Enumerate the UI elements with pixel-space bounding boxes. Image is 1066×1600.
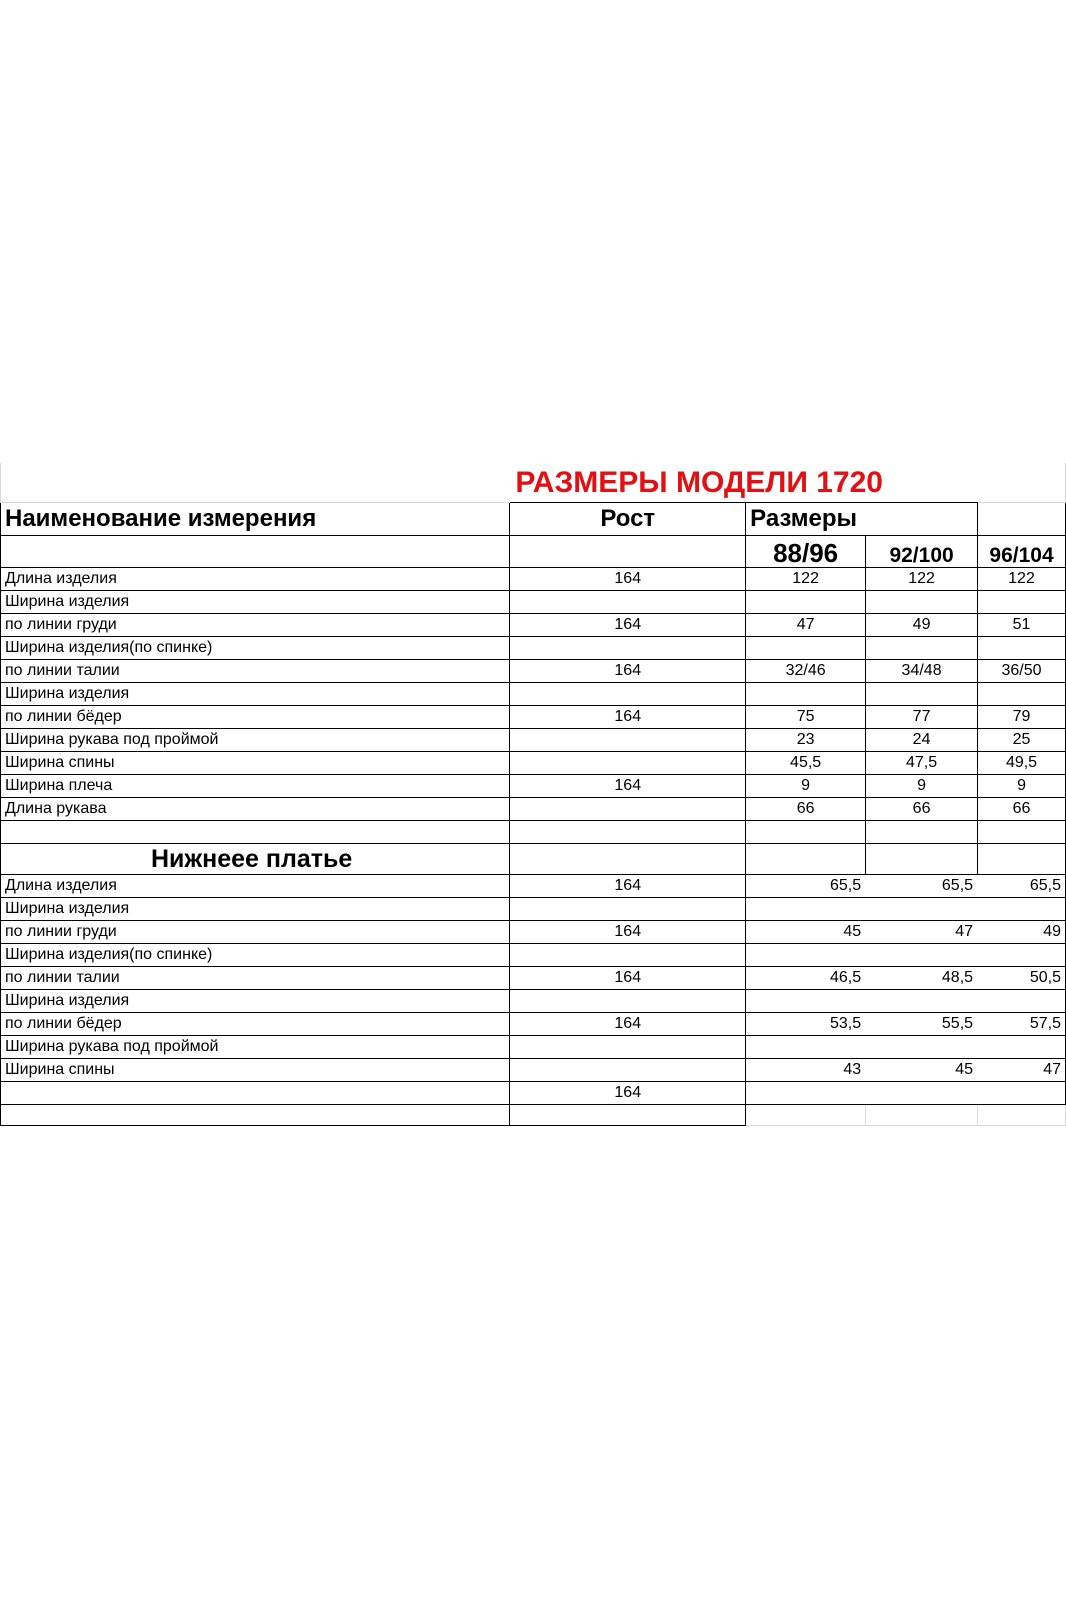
value-96-104 xyxy=(978,944,1066,967)
table-row xyxy=(1,729,1066,752)
height-value: 164 xyxy=(510,775,746,798)
value-88-96: 66 xyxy=(746,798,866,821)
empty-cell xyxy=(1,821,510,844)
height-value xyxy=(510,798,746,821)
title-row xyxy=(1,463,1066,503)
empty-cell xyxy=(746,844,866,875)
empty-cell xyxy=(1,1105,510,1126)
title-blank xyxy=(1,463,510,503)
height-value xyxy=(510,729,746,752)
height-value: 164 xyxy=(510,706,746,729)
value-92-100: 66 xyxy=(866,798,978,821)
measure-label: по линии талии xyxy=(1,660,510,683)
table-row xyxy=(1,683,1066,706)
value-92-100: 48,5 xyxy=(866,967,978,990)
value-96-104: 122 xyxy=(978,568,1066,591)
size-table xyxy=(0,463,1066,1126)
value-88-96: 32/46 xyxy=(746,660,866,683)
value-96-104: 25 xyxy=(978,729,1066,752)
value-96-104: 65,5 xyxy=(978,875,1066,898)
measure-label: Ширина изделия xyxy=(1,898,510,921)
table-row xyxy=(1,990,1066,1013)
value-96-104 xyxy=(978,683,1066,706)
value-96-104: 36/50 xyxy=(978,660,1066,683)
value-96-104 xyxy=(978,898,1066,921)
value-96-104 xyxy=(978,990,1066,1013)
value-88-96 xyxy=(746,637,866,660)
height-value: 164 xyxy=(510,1013,746,1036)
empty-cell xyxy=(978,821,1066,844)
size-96-104: 96/104 xyxy=(978,536,1066,568)
value-88-96: 122 xyxy=(746,568,866,591)
value-88-96 xyxy=(746,990,866,1013)
measure-label xyxy=(1,1082,510,1105)
value-88-96: 75 xyxy=(746,706,866,729)
section-row xyxy=(1,844,1066,875)
table-row xyxy=(1,706,1066,729)
value-92-100: 34/48 xyxy=(866,660,978,683)
height-value: 164 xyxy=(510,967,746,990)
value-88-96: 23 xyxy=(746,729,866,752)
value-96-104: 66 xyxy=(978,798,1066,821)
value-92-100 xyxy=(866,591,978,614)
value-96-104 xyxy=(978,1082,1066,1105)
value-96-104: 49,5 xyxy=(978,752,1066,775)
size-88-96: 88/96 xyxy=(746,536,866,568)
empty-cell xyxy=(510,821,746,844)
value-92-100 xyxy=(866,683,978,706)
value-96-104 xyxy=(978,1036,1066,1059)
table-row xyxy=(1,591,1066,614)
table-row xyxy=(1,614,1066,637)
value-88-96 xyxy=(746,1036,866,1059)
value-96-104: 79 xyxy=(978,706,1066,729)
measure-label: Длина изделия xyxy=(1,568,510,591)
height-value: 164 xyxy=(510,614,746,637)
height-value: 164 xyxy=(510,875,746,898)
header-sizes: Размеры xyxy=(746,503,866,536)
value-92-100 xyxy=(866,990,978,1013)
value-88-96: 9 xyxy=(746,775,866,798)
value-88-96 xyxy=(746,591,866,614)
table-row xyxy=(1,775,1066,798)
height-value: 164 xyxy=(510,568,746,591)
spacer-row xyxy=(1,821,1066,844)
value-88-96: 65,5 xyxy=(746,875,866,898)
header-row-1 xyxy=(1,503,1066,536)
value-96-104: 49 xyxy=(978,921,1066,944)
value-92-100: 45 xyxy=(866,1059,978,1082)
value-96-104: 47 xyxy=(978,1059,1066,1082)
measure-label: Ширина изделия xyxy=(1,591,510,614)
value-92-100: 47 xyxy=(866,921,978,944)
measure-label: по линии груди xyxy=(1,614,510,637)
value-92-100 xyxy=(866,1082,978,1105)
size-table-sheet xyxy=(0,463,1066,1126)
value-88-96: 45 xyxy=(746,921,866,944)
measure-label: Длина изделия xyxy=(1,875,510,898)
height-value xyxy=(510,944,746,967)
table-row xyxy=(1,568,1066,591)
value-96-104: 57,5 xyxy=(978,1013,1066,1036)
measure-label: Ширина изделия(по спинке) xyxy=(1,944,510,967)
height-value: 164 xyxy=(510,921,746,944)
header-height: Рост xyxy=(510,503,746,536)
value-88-96: 47 xyxy=(746,614,866,637)
table-row xyxy=(1,898,1066,921)
measure-label: по линии бёдер xyxy=(1,706,510,729)
measure-label: Ширина изделия(по спинке) xyxy=(1,637,510,660)
height-value: 164 xyxy=(510,1082,746,1105)
empty-cell xyxy=(510,1105,746,1126)
value-92-100 xyxy=(866,637,978,660)
table-row xyxy=(1,660,1066,683)
section-title: Нижнеее платье xyxy=(1,844,510,875)
title-blank-right xyxy=(978,463,1066,503)
value-88-96: 45,5 xyxy=(746,752,866,775)
table-row xyxy=(1,875,1066,898)
empty-cell xyxy=(746,1105,866,1126)
value-88-96: 46,5 xyxy=(746,967,866,990)
value-96-104: 51 xyxy=(978,614,1066,637)
empty-cell xyxy=(866,821,978,844)
value-96-104 xyxy=(978,591,1066,614)
table-row xyxy=(1,967,1066,990)
value-92-100: 77 xyxy=(866,706,978,729)
measure-label: по линии бёдер xyxy=(1,1013,510,1036)
value-88-96: 53,5 xyxy=(746,1013,866,1036)
header-name: Наименование измерения xyxy=(1,503,510,536)
value-88-96 xyxy=(746,898,866,921)
measure-label: Длина рукава xyxy=(1,798,510,821)
height-value xyxy=(510,1059,746,1082)
table-row xyxy=(1,1036,1066,1059)
measure-label: Ширина рукава под проймой xyxy=(1,729,510,752)
table-row xyxy=(1,1059,1066,1082)
height-value: 164 xyxy=(510,660,746,683)
measure-label: Ширина изделия xyxy=(1,683,510,706)
measure-label: Ширина рукава под проймой xyxy=(1,1036,510,1059)
value-92-100 xyxy=(866,944,978,967)
height-value xyxy=(510,898,746,921)
value-92-100: 49 xyxy=(866,614,978,637)
value-88-96 xyxy=(746,944,866,967)
header-row-2 xyxy=(1,536,1066,568)
value-92-100: 24 xyxy=(866,729,978,752)
measure-label: Ширина изделия xyxy=(1,990,510,1013)
empty-cell xyxy=(978,1105,1066,1126)
header-blank xyxy=(866,503,978,536)
height-value xyxy=(510,683,746,706)
empty-cell xyxy=(866,1105,978,1126)
height-value xyxy=(510,1036,746,1059)
value-92-100 xyxy=(866,1036,978,1059)
height-value xyxy=(510,990,746,1013)
height-value xyxy=(510,637,746,660)
table-row xyxy=(1,1013,1066,1036)
header2-blank xyxy=(1,536,510,568)
value-92-100 xyxy=(866,898,978,921)
value-88-96 xyxy=(746,1082,866,1105)
height-value xyxy=(510,752,746,775)
value-88-96 xyxy=(746,683,866,706)
value-92-100: 122 xyxy=(866,568,978,591)
table-row xyxy=(1,921,1066,944)
value-88-96: 43 xyxy=(746,1059,866,1082)
empty-cell xyxy=(866,844,978,875)
value-92-100: 9 xyxy=(866,775,978,798)
height-value xyxy=(510,591,746,614)
value-92-100: 47,5 xyxy=(866,752,978,775)
empty-cell xyxy=(978,844,1066,875)
measure-label: Ширина плеча xyxy=(1,775,510,798)
table-title: РАЗМЕРЫ МОДЕЛИ 1720 xyxy=(510,463,978,503)
measure-label: по линии груди xyxy=(1,921,510,944)
value-92-100: 65,5 xyxy=(866,875,978,898)
header2-blank-2 xyxy=(510,536,746,568)
table-row xyxy=(1,798,1066,821)
spacer-row xyxy=(1,1105,1066,1126)
table-row xyxy=(1,752,1066,775)
value-96-104: 50,5 xyxy=(978,967,1066,990)
measure-label: Ширина спины xyxy=(1,1059,510,1082)
empty-cell xyxy=(746,821,866,844)
value-92-100: 55,5 xyxy=(866,1013,978,1036)
value-96-104: 9 xyxy=(978,775,1066,798)
measure-label: по линии талии xyxy=(1,967,510,990)
measure-label: Ширина спины xyxy=(1,752,510,775)
value-96-104 xyxy=(978,637,1066,660)
table-row xyxy=(1,944,1066,967)
size-92-100: 92/100 xyxy=(866,536,978,568)
header-blank-2 xyxy=(978,503,1066,536)
empty-cell xyxy=(510,844,746,875)
table-row xyxy=(1,1082,1066,1105)
table-row xyxy=(1,637,1066,660)
